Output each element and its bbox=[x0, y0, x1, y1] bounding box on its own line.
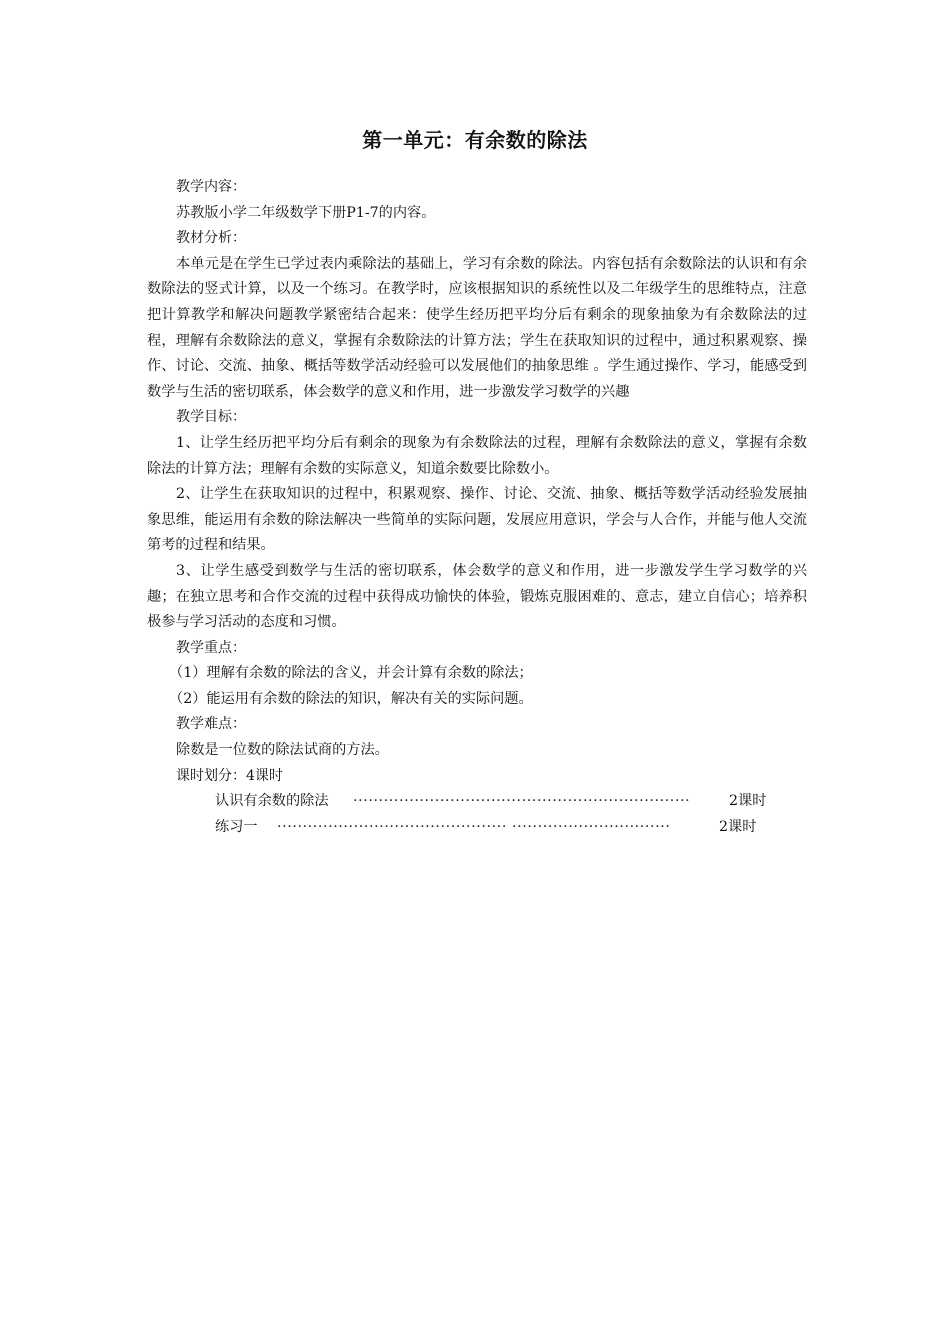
schedule-row bbox=[147, 789, 807, 815]
page-title: 第一单元：有余数的除法 bbox=[362, 128, 588, 152]
document-body bbox=[147, 175, 807, 840]
key-point-1: （1）理解有余数的除法的含义，并会计算有余数的除法； bbox=[169, 665, 533, 682]
content-heading: 教学内容： bbox=[176, 179, 246, 195]
schedule-line bbox=[147, 764, 807, 790]
key-heading: 教学重点： bbox=[176, 639, 246, 656]
goal-item-1: 1、让学生经历把平均分后有剩余的现象为有余数除法的过程，理解有余数除法的意义，掌握有余数除法的计算方法；理解有余数的实际意义，知道余数要比除数小。 bbox=[147, 434, 807, 477]
goals-heading: 教学目标： bbox=[176, 409, 246, 426]
schedule-total: 4课时 bbox=[246, 767, 283, 784]
analysis-paragraph: 本单元是在学生已学过表内乘除法的基础上，学习有余数的除法。内容包括有余数除法的认识和有余数除法的竖式计算，以及一个练习。在教学时，应该根据知识的系统性以及二年级学生的思维特点，注意把计算教学和解决问题教学紧密结合起来：使学生经历把平均分后有剩余的现象抽象为有余数除法的过程，理解有余数除法的意义，掌握有余数除法的计算方法；学生在获取知识的过程中，通过积累观察、操作、讨论、交流、抽象、概括等数学活动经验可以发展他们的抽象思维 。学生通过操作、学习，能感受到数学与生活的密切联系，体会数学的意义和作用，进一步激发学习数学的兴趣 bbox=[147, 255, 807, 400]
key-point-2: （2）能运用有余数的除法的知识，解决有关的实际问题。 bbox=[169, 690, 533, 707]
schedule-row-leader: ·································································· bbox=[353, 793, 691, 810]
schedule-row-name: 认识有余数的除法 bbox=[215, 793, 329, 810]
schedule-row bbox=[147, 815, 807, 841]
schedule-row-hours: 2课时 bbox=[729, 793, 767, 810]
difficulty-heading: 教学难点： bbox=[176, 716, 246, 733]
schedule-row-hours: 2课时 bbox=[719, 818, 757, 835]
content-text: 苏教版小学二年级数学下册P1-7的内容。 bbox=[176, 204, 436, 221]
goal-item-3: 3、让学生感受到数学与生活的密切联系，体会数学的意义和作用，进一步激发学生学习数学的兴趣；在独立思考和合作交流的过程中获得成功愉快的体验，锻炼克服困难的、意志，建立自信心；培养积极参与学习活动的态度和习惯。 bbox=[147, 562, 807, 631]
difficulty-text: 除数是一位数的除法试商的方法。 bbox=[176, 742, 389, 759]
goal-item-2: 2、让学生在获取知识的过程中，积累观察、操作、讨论、交流、抽象、概括等数学活动经验发展抽象思维，能运用有余数的除法解决一些简单的实际问题，发展应用意识，学会与人合作，并能与他人交流第考的过程和结果。 bbox=[147, 486, 807, 554]
schedule-row-name: 练习一 bbox=[215, 818, 258, 835]
schedule-heading: 课时划分： bbox=[176, 767, 246, 784]
analysis-heading: 教材分析： bbox=[176, 230, 246, 247]
schedule-row-leader: ············································· ······························· bbox=[277, 818, 671, 835]
